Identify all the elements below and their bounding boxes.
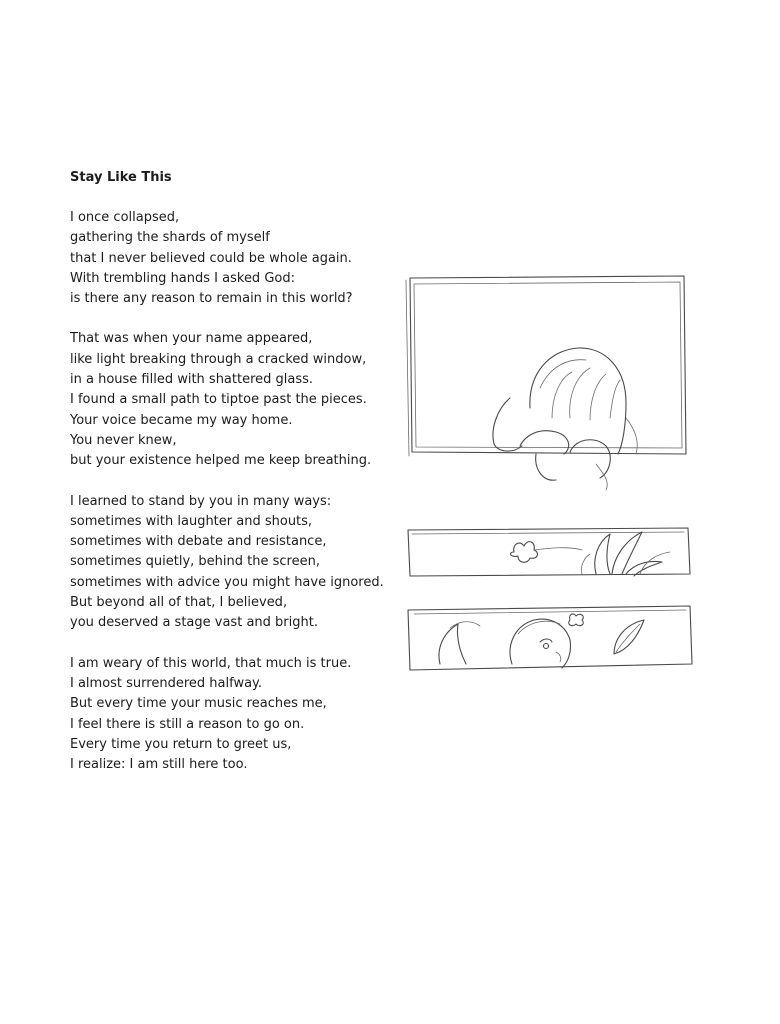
poem-line: I almost surrendered halfway.	[70, 675, 263, 691]
sketch-svg	[400, 268, 700, 678]
poem-line: That was when your name appeared,	[70, 331, 313, 347]
poem-line: I am weary of this world, that much is true.	[70, 655, 352, 671]
stanza-2	[70, 329, 400, 471]
poem-line: You never knew,	[70, 432, 177, 448]
poem-line: I realize: I am still here too.	[70, 757, 248, 773]
poem-line: I learned to stand by you in many ways:	[70, 493, 332, 509]
poem-line: Your voice became my way home.	[70, 412, 293, 428]
poem-line: sometimes quietly, behind the screen,	[70, 554, 320, 570]
poem-line: sometimes with laughter and shouts,	[70, 513, 313, 529]
poem-body	[70, 208, 400, 795]
stanza-1	[70, 208, 400, 309]
poem-line: gathering the shards of myself	[70, 230, 270, 246]
sketch-illustration	[400, 268, 700, 678]
poem-line: sometimes with advice you might have ignored.	[70, 574, 384, 590]
face-panel	[408, 606, 692, 670]
plant-panel	[408, 528, 690, 576]
poem-line: like light breaking through a cracked window,	[70, 351, 367, 367]
poem-line: is there any reason to remain in this world?	[70, 291, 353, 307]
poem-line: that I never believed could be whole again.	[70, 250, 352, 266]
poem-line: I feel there is still a reason to go on.	[70, 716, 305, 732]
poem-line: in a house filled with shattered glass.	[70, 372, 314, 388]
poem-line: sometimes with debate and resistance,	[70, 534, 327, 550]
poem-line: With trembling hands I asked God:	[70, 270, 295, 286]
stanza-4	[70, 654, 400, 776]
poem-line: you deserved a stage vast and bright.	[70, 615, 318, 631]
poem-line: But every time your music reaches me,	[70, 696, 327, 712]
window-panel	[406, 276, 686, 490]
poem-title: Stay Like This	[70, 170, 172, 185]
stanza-3	[70, 492, 400, 634]
poem-line: But beyond all of that, I believed,	[70, 595, 288, 611]
poem-line: I found a small path to tiptoe past the pieces.	[70, 392, 367, 408]
poem-line: Every time you return to greet us,	[70, 736, 292, 752]
poem-line: but your existence helped me keep breathing.	[70, 453, 372, 469]
poem-line: I once collapsed,	[70, 210, 180, 225]
